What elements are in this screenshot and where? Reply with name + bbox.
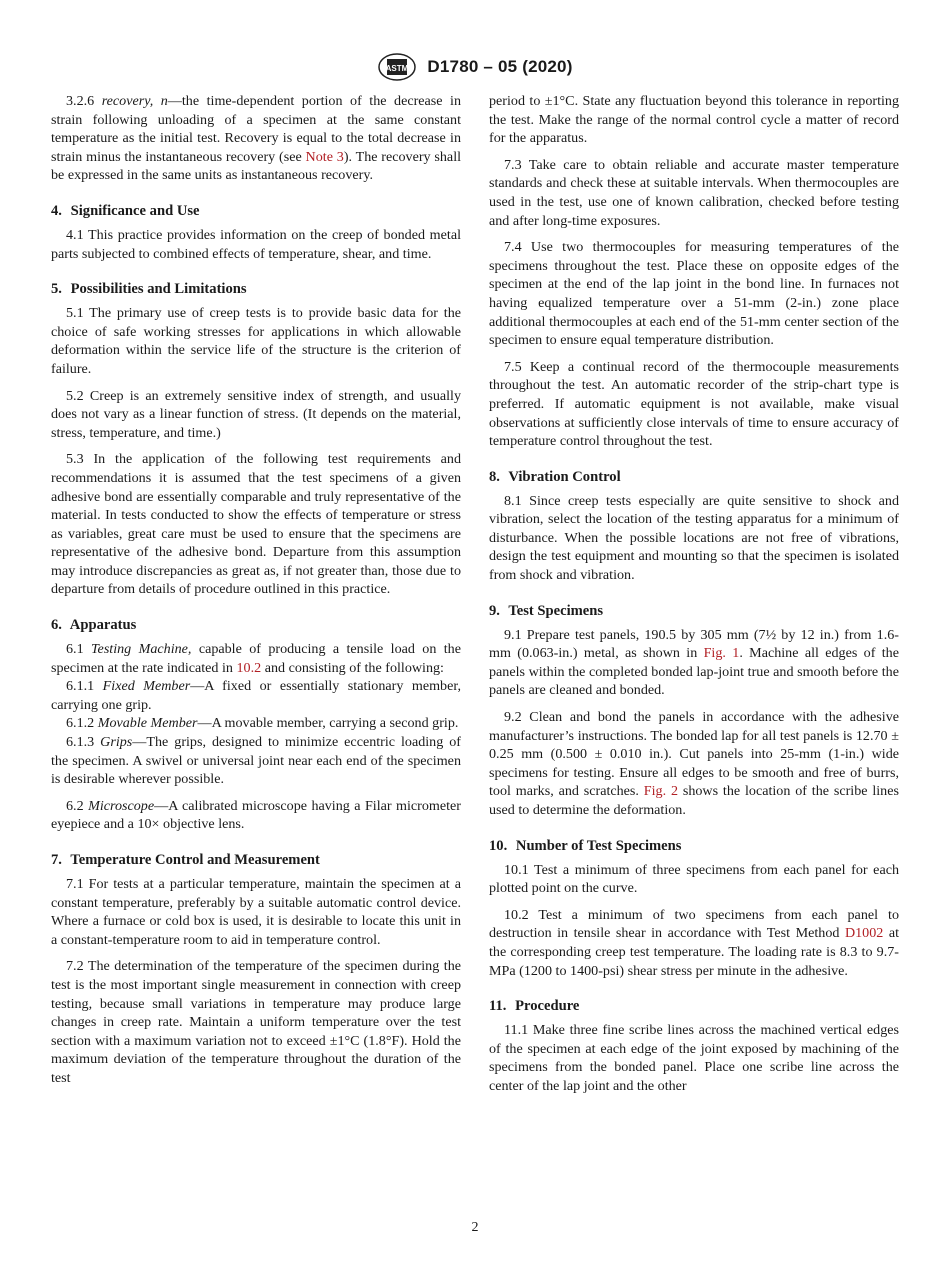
paragraph-5-3: 5.3 In the application of the following test requirements and recommendations it is assumed that the test specimens of a given adhesive bond are essentially comparable and truly representative of the material. In tests conducted to show the effects of temperature or stress as variables, great care must be used to ensure that the specimens are representative of the adhesive bond. Departure from this assumption may introduce discrepancies as great as, if not greater than, those due to departure from details of procedure outlined in this practice. bbox=[51, 451, 461, 598]
paragraph-7-4: 7.4 Use two thermocouples for measuring temperatures of the specimens throughout the test. Place these on opposite edges of the specimen at the end of the lap joint in the bond line. In furnaces not having equalized temperature over a 51-mm (2-in.) zone place additional thermocouples at each end of the 51-mm center section of the specimen to ensure equal temperature distribution. bbox=[489, 239, 899, 349]
section-4-heading: 4. Significance and Use bbox=[51, 202, 200, 219]
paragraph-7-2-continued: period to ±1°C. State any fluctuation beyond this tolerance in reporting the test. Make the range of the normal control cycle a matter of record for the apparatus. bbox=[489, 93, 899, 147]
paragraph-9-1: 9.1 Prepare test panels, 190.5 by 305 mm (7½ by 12 in.) from 1.6-mm (0.063-in.) metal, as shown in Fig. 1. Machine all edges of the panels within the completed bonded lap-joint true and smooth before the panels are cleaned and bonded. bbox=[489, 626, 899, 699]
d1002-link[interactable]: D1002 bbox=[844, 925, 884, 942]
section-6-heading: 6. Apparatus bbox=[51, 617, 137, 634]
paragraph-9-2: 9.2 Clean and bond the panels in accordance with the adhesive manufacturer’s instructions. The bonded lap for all test panels is 12.70 ± 0.25 mm (0.500 ± 0.010 in.). Cut panels into 25-mm (1-in.) wide specimens for testing. Ensure all edges to be smooth and free of burrs, tool marks, and scratches. Fig. 2 shows the location of the scribe lines used to determine the deformation. bbox=[489, 709, 899, 818]
paragraph-10-1: 10.1 Test a minimum of three specimens from each panel for each plotted point on the curve. bbox=[489, 861, 899, 897]
note-3-link[interactable]: Note 3 bbox=[305, 148, 344, 165]
section-9-heading: 9. Test Specimens bbox=[489, 602, 604, 619]
paragraph-11-1: 11.1 Make three fine scribe lines across the machined vertical edges of the specimen at each edge of the joint exposed by machining of the specimens from the bonded panel. Place one scribe line across the center of the lap joint and the other bbox=[489, 1022, 899, 1094]
section-7-heading: 7. Temperature Control and Measurement bbox=[51, 852, 320, 868]
left-column bbox=[51, 92, 461, 1096]
section-10-2-link[interactable]: 10.2 bbox=[236, 659, 262, 676]
paragraph-7-3: 7.3 Take care to obtain reliable and accurate master temperature standards and check these at suitable intervals. When thermocouples are used in the test, use one of known calibration, checked before testing and after long-time exposures. bbox=[489, 156, 899, 229]
paragraph-7-1: 7.1 For tests at a particular temperature, maintain the specimen at a constant temperature, preferably by a suitable automatic control device. Where a furnace or cold box is used, it is desirable to locate this unit in a constant-temperature room to aid in temperature control. bbox=[51, 876, 461, 948]
paragraph-6-1-1: 6.1.1 Fixed Member—A fixed or essentially stationary member, carrying one grip. bbox=[51, 678, 461, 713]
document-designation: D1780 – 05 (2020) bbox=[427, 57, 573, 76]
section-8-heading: 8. Vibration Control bbox=[489, 468, 621, 485]
fig-2-link[interactable]: Fig. 2 bbox=[643, 783, 678, 800]
paragraph-6-1: 6.1 Testing Machine, capable of producing a tensile load on the specimen at the rate indicated in 10.2 and consisting of the following: bbox=[51, 641, 461, 676]
svg-text:ASTM: ASTM bbox=[386, 64, 409, 73]
paragraph-10-2: 10.2 Test a minimum of two specimens from each panel to destruction in tensile shear in accordance with Test Method D1002 at the corresponding creep test temperature. The loading rate is 8.3 to 9.7-MPa (1200 to 1400-psi) shear stress per minute in the adhesive. bbox=[489, 906, 899, 979]
paragraph-5-2: 5.2 Creep is an extremely sensitive index of strength, and usually does not vary as a linear function of stress. (It depends on the material, stress, temperature, and time.) bbox=[51, 387, 461, 441]
paragraph-6-2: 6.2 Microscope—A calibrated microscope having a Filar micrometer eyepiece and a 10× objective lens. bbox=[51, 797, 461, 833]
section-11-heading: 11. Procedure bbox=[489, 998, 580, 1015]
paragraph-5-1: 5.1 The primary use of creep tests is to provide basic data for the choice of safe working stresses for applications in which allowable deformation within the service life of the structure is the criterion of failure. bbox=[51, 305, 461, 377]
section-5-heading: 5. Possibilities and Limitations bbox=[51, 281, 247, 298]
astm-logo bbox=[377, 52, 417, 82]
right-column bbox=[489, 92, 899, 1104]
page-number: 2 bbox=[471, 1220, 479, 1235]
paragraph-6-1-3: 6.1.3 Grips—The grips, designed to minimize eccentric loading of the specimen. A swivel or universal joint near each end of the specimen is desirable wherever possible. bbox=[51, 734, 461, 788]
paragraph-4-1: 4.1 This practice provides information on the creep of bonded metal parts subjected to combined effects of temperature, shear, and time. bbox=[51, 226, 461, 262]
page-header bbox=[0, 52, 950, 82]
paragraph-6-1-2: 6.1.2 Movable Member—A movable member, carrying a second grip. bbox=[66, 715, 459, 732]
paragraph-7-5: 7.5 Keep a continual record of the thermocouple measurements throughout the test. An automatic recorder of the strip-chart type is preferred. If automatic equipment is not available, make visual observations at sufficiently close intervals of time to ensure accuracy of temperature control throughout the test. bbox=[489, 358, 899, 450]
paragraph-3-2-6: 3.2.6 recovery, n—the time-dependent portion of the decrease in strain following unloading of a specimen at the same constant temperature as the initial test. Recovery is equal to the total decrease in strain minus the instantaneous recovery (see Note 3). The recovery shall be expressed in the same units as instantaneous recovery. bbox=[51, 93, 462, 184]
fig-1-link[interactable]: Fig. 1 bbox=[703, 645, 740, 662]
paragraph-7-2: 7.2 The determination of the temperature of the specimen during the test is the most important single measurement in connection with creep testing, because small variations in temperature may produce large changes in creep rate. Maintain a uniform temperature over the test section with a maximum variation not to exceed ±1°C (1.8°F). Hold the maximum deviation of the temperature throughout the duration of the test bbox=[51, 958, 461, 1086]
section-10-heading: 10. Number of Test Specimens bbox=[489, 837, 682, 854]
paragraph-8-1: 8.1 Since creep tests especially are quite sensitive to shock and vibration, select the location of the testing apparatus for a minimum of disturbance. When the possible locations are not free of vibrations, design the test equipment and mounting so that the specimen is isolated from shock and vibration. bbox=[489, 492, 899, 584]
